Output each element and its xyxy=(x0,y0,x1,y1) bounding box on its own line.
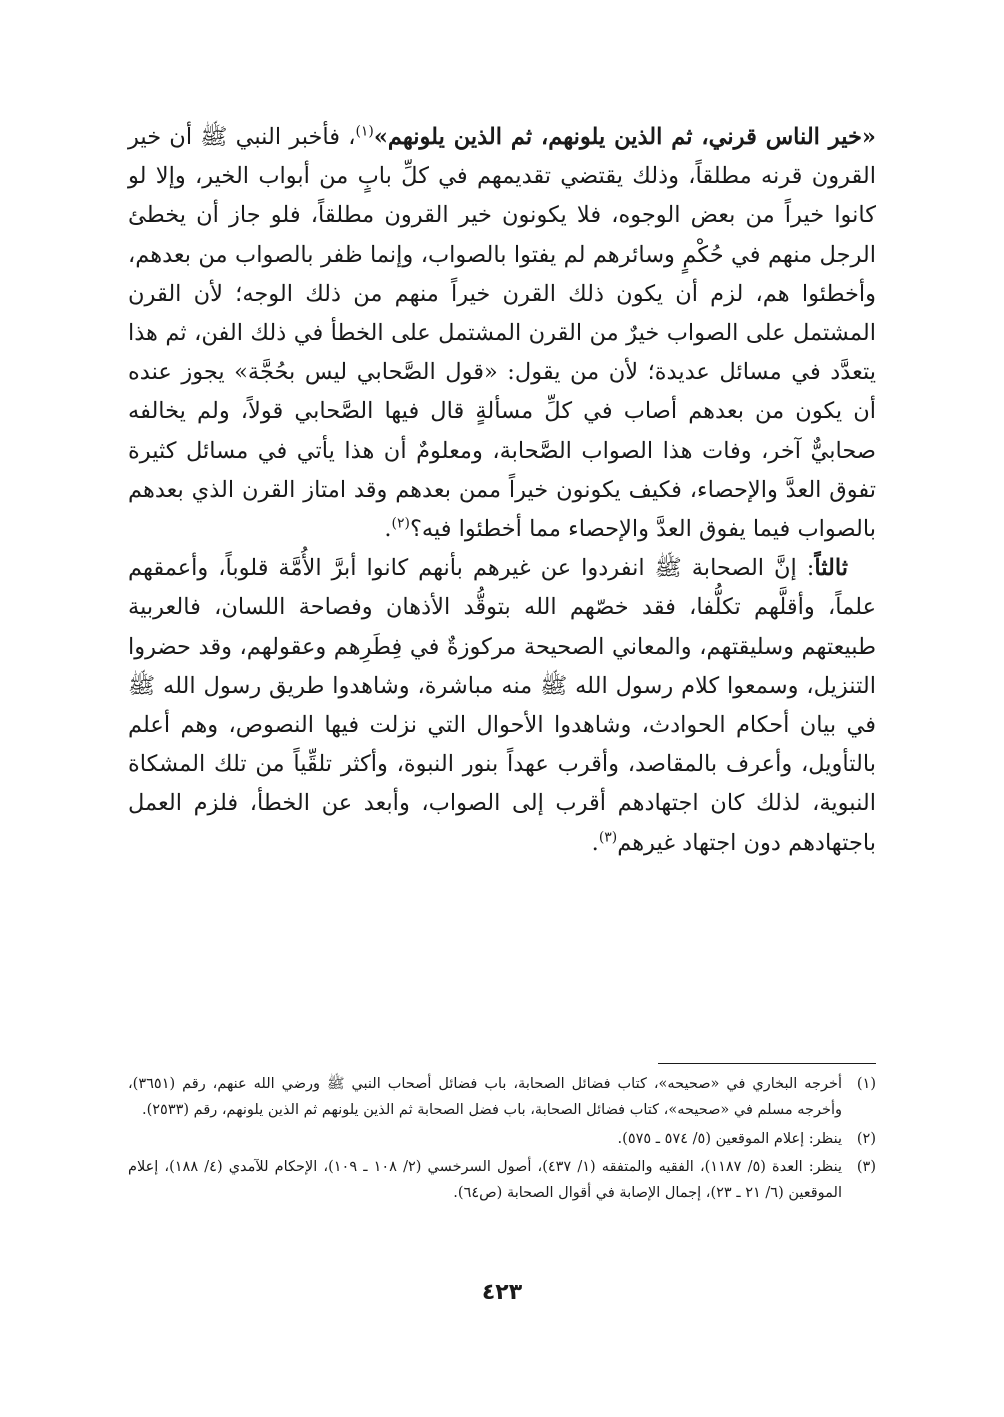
footnote-ref-1: (١) xyxy=(355,123,374,140)
footnote-item xyxy=(128,1127,876,1153)
page-number: ٤٢٣ xyxy=(481,1280,523,1305)
footnote-ref-2: (٢) xyxy=(391,515,410,532)
footnote-text: ينظر: العدة (٥/ ١١٨٧)، الفقيه والمتفقه (١/ ٤٣٧)، أصول السرخسي (٢/ ١٠٨ ـ ١٠٩)، الإحكام للآمدي (٤/ ١٨٨)، إعلام الموقعين (٦/ ٢١ ـ ٢٣)، إجمال الإصابة في أقوال الصحابة (ص٦٤). xyxy=(128,1159,842,1202)
paragraph-1-end: . xyxy=(384,516,392,543)
paragraph-2 xyxy=(128,549,876,863)
paragraph-1 xyxy=(128,118,876,549)
body-text xyxy=(128,118,876,863)
paragraph-1-text: ، فأخبر النبي ﷺ أن خير القرون قرنه مطلقاً، وذلك يقتضي تقديمهم في كلِّ بابٍ من أبواب الخير، وإلا لو كانوا خيراً من بعض الوجوه، فلا يكونون خير القرون مطلقاً، فلو جاز أن يخطئ الرجل منهم في حُكْمٍ وسائرهم لم يفتوا بالصواب، وإنما ظفر بالصواب من بعدهم، وأخطئوا هم، لزم أن يكون ذلك القرن خيراً منهم من ذلك الوجه؛ لأن القرن المشتمل على الصواب خيرٌ من القرن المشتمل على الخطأ في ذلك الفن، ثم هذا يتعدَّد في مسائل عديدة؛ لأن من يقول: «قول الصَّحابي ليس بحُجَّة» يجوز عنده أن يكون من بعدهم أصاب في كلِّ مسألةٍ قال فيها الصَّحابي قولاً، ولم يخالفه صحابيٌّ آخر، وفات هذا الصواب الصَّحابة، ومعلومٌ أن هذا يأتي في مسائل كثيرة تفوق العدَّ والإحصاء، فكيف يكونون خيراً ممن بعدهم وقد امتاز القرن الذي بعدهم بالصواب فيما يفوق العدَّ والإحصاء مما أخطئوا فيه؟ xyxy=(128,124,876,543)
hadith-quote: «خير الناس قرني، ثم الذين يلونهم، ثم الذين يلونهم» xyxy=(373,124,876,150)
footnote-item xyxy=(128,1155,876,1207)
paragraph-2-text: : إنَّ الصحابة ﷺ انفردوا عن غيرهم بأنهم كانوا أبرَّ الأُمَّة قلوباً، وأعمقهم علماً، وأقلَّهم تكلُّفا، فقد خصّهم الله بتوقُّد الأذهان وفصاحة اللسان، فالعربية طبيعتهم وسليقتهم، والمعاني الصحيحة مركوزةٌ في فِطَرِهم وعقولهم، وقد حضروا التنزيل، وسمعوا كلام رسول الله ﷺ منه مباشرة، وشاهدوا طريق رسول الله ﷺ في بيان أحكام الحوادث، وشاهدوا الأحوال التي نزلت فيها النصوص، وهم أعلم بالتأويل، وأعرف بالمقاصد، وأقرب عهداً بنور النبوة، وأكثر تلقِّياً من تلك المشكاة النبوية، لذلك كان اجتهادهم أقرب إلى الصواب، وأبعد عن الخطأ، فلزم العمل باجتهادهم دون اجتهاد غيرهم xyxy=(128,555,876,856)
footnote-number: (٢) xyxy=(856,1130,876,1147)
footnote-ref-3: (٣) xyxy=(598,829,618,846)
paragraph-2-end: . xyxy=(591,829,599,856)
footnote-divider xyxy=(658,1063,876,1064)
footnote-item xyxy=(128,1072,876,1124)
footnote-text: ينظر: إعلام الموقعين (٥/ ٥٧٤ ـ ٥٧٥). xyxy=(617,1130,842,1147)
footnote-number: (٣) xyxy=(856,1159,876,1176)
footnotes xyxy=(128,1072,876,1210)
paragraph-2-lead: ثالثاً xyxy=(814,555,848,582)
footnote-text: أخرجه البخاري في «صحيحه»، كتاب فضائل الصحابة، باب فضائل أصحاب النبي ﷺ ورضي الله عنهم، رقم (٣٦٥١)، وأخرجه مسلم في «صحيحه»، كتاب فضائل الصحابة، باب فضل الصحابة ثم الذين يلونهم ثم الذين يلونهم، رقم (٢٥٣٣). xyxy=(128,1076,842,1118)
footnote-number: (١) xyxy=(856,1076,876,1092)
